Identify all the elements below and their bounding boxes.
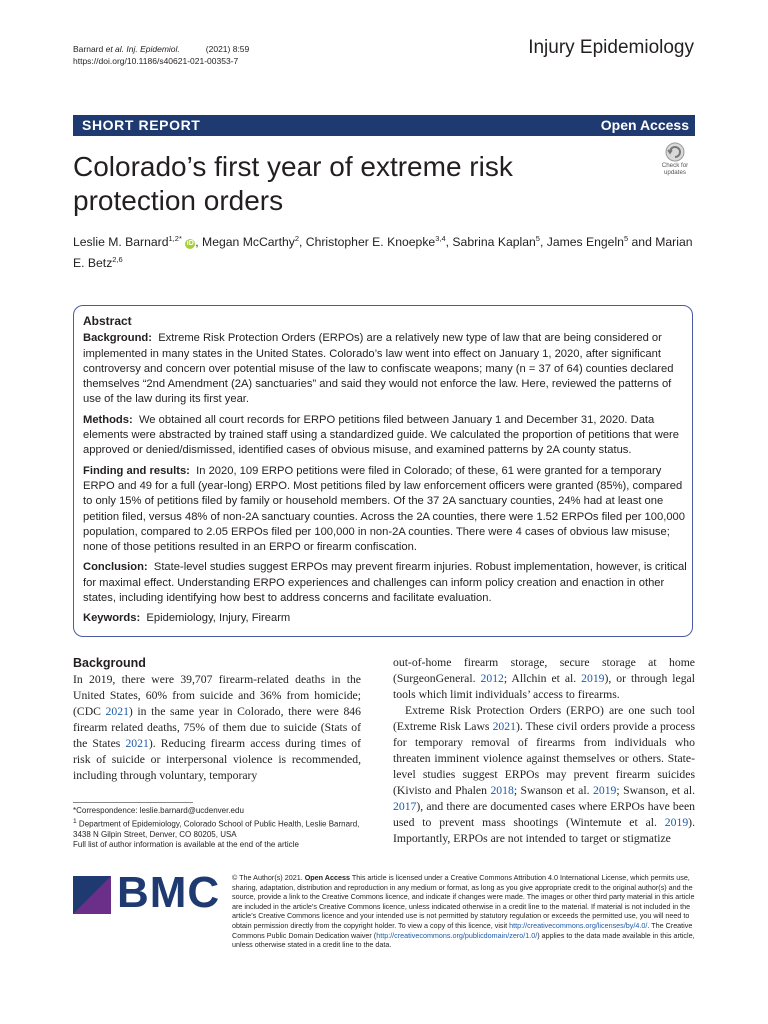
body-right-column	[393, 655, 695, 847]
open-access-bold: Open Access	[304, 873, 350, 882]
author-list: Leslie M. Barnard$^{1,2*}$ iD , Megan McCarthy$^2$, Christopher E. Knoepke$^{3,4}$, Sabrina Kaplan$^5$, James Engeln$^5$ and Marian E. Betz$^{2,6}$	[73, 234, 693, 271]
section-text: State-level studies suggest ERPOs may prevent firearm injuries. Robust implementation, however, is critical for maximal effect. Understanding ERPO experiences and challenges can inform policy creation and enaction in other states, including identifying how best to address concerns and facilitate evaluation.	[83, 561, 687, 605]
article-type-label: SHORT REPORT	[73, 115, 282, 136]
body-text: ) in the same year in Colorado, there were 846 firearm related deaths, 75% of them due to suicide (Stats of the States	[73, 705, 361, 750]
license-text: . The Creative Commons Public Domain Dedication waiver (	[232, 920, 693, 940]
section-label: Methods:	[83, 413, 133, 426]
body-text: ; Allchin et al.	[503, 672, 582, 685]
correspondence[interactable]: *Correspondence: leslie.barnard@ucdenver.edu	[73, 806, 244, 815]
citation-etal: et al. Inj. Epidemiol.	[105, 44, 180, 54]
citation-authors: Barnard	[73, 44, 106, 54]
affil-text: Department of Epidemiology, Colorado School of Public Health, Leslie Barnard, 3438 N Gilpin Street, Denver, CO 80205, USA	[73, 819, 360, 839]
section-heading: Background	[73, 656, 146, 670]
section-text: We obtained all court records for ERPO petitions filed between January 1 and December 31, 2020. Data elements were abstracted by trained staff using a standardized guide. We calculated the proportion of petitions that were approved or denied/dismissed, identified cases of obvious misuse, and examined patterns by 2A county status.	[83, 413, 679, 457]
author-affil: 3,4	[435, 234, 446, 243]
footnote-divider	[73, 802, 193, 803]
journal-name: Injury Epidemiology	[528, 37, 694, 58]
article-title: Colorado’s first year of extreme risk protection orders	[73, 151, 513, 216]
section-text: Epidemiology, Injury, Firearm	[146, 612, 291, 625]
section-label: Conclusion:	[83, 561, 148, 574]
body-text: ; Swanson et al.	[513, 784, 594, 797]
body-paragraph	[393, 655, 695, 703]
reference-link[interactable]: 2021	[492, 720, 516, 733]
abstract-heading: Abstract	[83, 314, 132, 328]
section-label: Keywords:	[83, 612, 141, 625]
license-text: ) applies to the data made available in this article, unless otherwise stated in a credit line to the data.	[232, 930, 695, 950]
reference-link[interactable]: 2021	[105, 705, 129, 718]
license-text: © The Author(s) 2021.	[232, 873, 305, 882]
abstract-results	[83, 464, 688, 556]
check-for-updates-label	[651, 162, 699, 176]
section-text: Extreme Risk Protection Orders (ERPOs) are a relatively new type of law that are being considered or implemented in many states in the United States. Colorado’s law went into effect on January 1, 2020, after significant controversy and concern over potential misuse of the law to confiscate weapons; many (n = 37 of 64) counties declared themselves “2nd Amendment (2A) sanctuaries” and said they would not enforce the law. Here, reviewed the patterns of use of the law during its first year.	[83, 332, 674, 406]
citation-year: (2021) 8:59	[205, 44, 250, 54]
body-text: ). Importantly, ERPOs are not intended to target or stigmatize	[393, 816, 695, 845]
section-label: Finding and results:	[83, 464, 190, 477]
author-name[interactable]: Christopher E. Knoepke	[305, 235, 436, 250]
author-affil: 5	[623, 234, 629, 243]
abstract-background	[83, 331, 688, 407]
body-text: In 2019, there were 39,707 firearm-related deaths in the United States, 60% from suicide and 36% from homicide; (CDC	[73, 673, 361, 718]
author-name[interactable]: Leslie M. Barnard	[73, 235, 169, 250]
check-line1: Check for	[661, 162, 689, 169]
footnotes	[73, 806, 361, 851]
check-line2: updates	[663, 169, 687, 176]
body-text: ), and there are documented cases where ERPOs have been used to prevent mass shootings (Wintemute et al.	[393, 800, 695, 829]
citation-block	[73, 43, 249, 67]
reference-link[interactable]: 2018	[490, 784, 514, 797]
abstract-box	[73, 305, 693, 637]
author-and: and	[631, 235, 652, 250]
affil-number: 1	[73, 817, 77, 825]
author-affil: 5	[535, 234, 540, 243]
reference-link[interactable]: 2017	[393, 800, 417, 813]
affiliation	[73, 817, 361, 841]
body-left-column	[73, 655, 361, 784]
open-access-label: Open Access	[600, 117, 689, 133]
doi-link[interactable]: https://doi.org/10.1186/s40621-021-00353-7	[73, 56, 239, 66]
body-text: out-of-home firearm storage, secure storage at home (SurgeonGeneral.	[393, 656, 695, 685]
abstract-keywords	[83, 611, 688, 626]
author-name[interactable]: Sabrina Kaplan	[452, 235, 536, 250]
body-text: ; Swanson, et al.	[616, 784, 696, 797]
bmc-logo-text: BMC	[117, 868, 221, 917]
author-affil: 2	[294, 234, 300, 243]
reference-link[interactable]: 2019	[581, 672, 605, 685]
reference-link[interactable]: 2019	[593, 784, 617, 797]
full-author-info-note: Full list of author information is available at the end of the article	[73, 840, 299, 850]
body-text: ). These civil orders provide a process for temporary removal of firearms from individuals who threaten imminent violence against themselves or others. State-level studies suggest ERPOs may prevent firearm suicides (Kivisto and Phalen	[393, 720, 696, 797]
author-affil: 2,6	[112, 255, 123, 265]
bmc-logo-icon	[73, 876, 111, 914]
reference-link[interactable]: 2021	[125, 737, 149, 750]
license-link[interactable]: http://creativecommons.org/publicdomain/zero/1.0/	[376, 930, 538, 940]
license-text: This article is licensed under a Creative Commons Attribution 4.0 International License, which permits use, sharing, adaptation, distribution and reproduction in any medium or format, as long as you give appropriate credit to the original author(s) and the source, provide a link to the Creative Commons licence, and indicate if changes were made. The images or other third party material in this article are included in the article’s Creative Commons licence, unless indicated otherwise in a credit line to the material. If material is not included in the article’s Creative Commons licence and your intended use is not permitted by statutory regulation or exceeds the permitted use, you will need to obtain permission directly from the copyright holder. To view a copy of this licence, visit	[232, 873, 695, 930]
author-name[interactable]: Marian E. Betz	[73, 235, 693, 271]
abstract-conclusion	[83, 560, 688, 606]
body-text: ), or through legal tools which limit individuals’ access to firearms.	[393, 672, 695, 701]
author-name[interactable]: James Engeln	[546, 235, 624, 250]
license-statement	[232, 873, 695, 950]
reference-link[interactable]: 2012	[480, 672, 504, 685]
abstract-methods	[83, 413, 688, 459]
license-link[interactable]: http://creativecommons.org/licenses/by/4.0/	[509, 920, 648, 930]
body-text: Extreme Risk Protection Orders (ERPO) are one such tool (Extreme Risk Laws	[393, 704, 695, 733]
body-paragraph	[73, 672, 361, 784]
section-text: In 2020, 109 ERPO petitions were filed in Colorado; of these, 61 were granted for a temporary ERPO and 49 for a full (year-long) ERPO. Most petitions filed by law enforcement officers were granted (85%), compared to only 15% of petitions filed by family or household members. Of the 37 2A sanctuary counties, 24% had at least one petition filed, versus 48% of non-2A sanctuary counties. Across the 2A counties, there were 1.52 ERPOs filed per 100,000 population, compared to 2.05 ERPOs filed per 100,000 in non-2A counties. There were 4 cases of obvious law misuse; none of those petitions resulted in an ERPO or firearm confiscation.	[83, 464, 685, 554]
orcid-icon[interactable]: iD	[186, 240, 194, 248]
section-label: Background:	[83, 332, 152, 345]
body-text: ). Reducing firearm access during times of risk of suicide or interpersonal violence is recommended, including through voluntary, temporary	[73, 737, 361, 782]
author-name[interactable]: Megan McCarthy	[202, 235, 295, 250]
reference-link[interactable]: 2019	[664, 816, 689, 829]
body-paragraph	[393, 703, 695, 847]
citation-line	[73, 43, 249, 55]
author-affil: 1,2*	[168, 234, 182, 243]
